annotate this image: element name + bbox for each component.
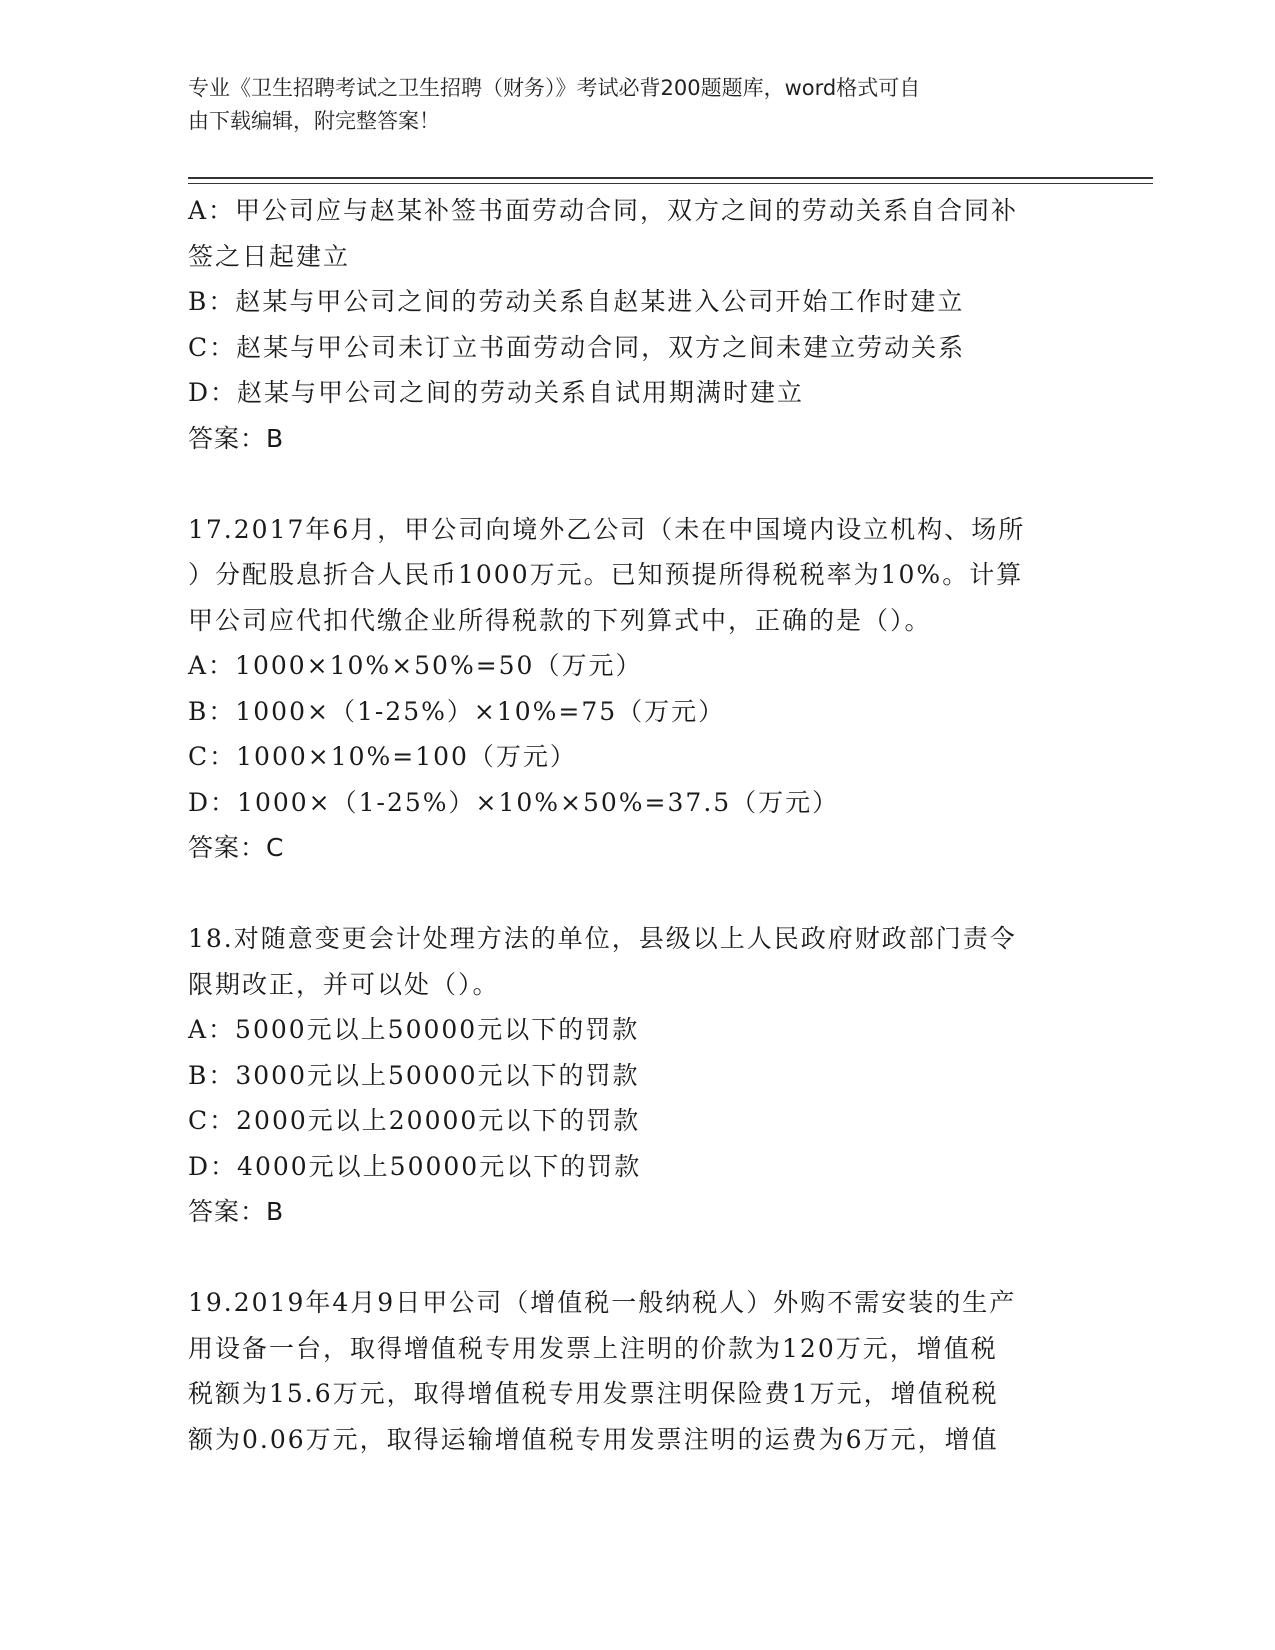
q18-stem-line-1: 18.对随意变更会计处理方法的单位，县级以上人民政府财政部门责令 — [188, 924, 1017, 953]
question-17 — [188, 507, 1088, 871]
q18-option-d: D：4000元以上50000元以下的罚款 — [188, 1151, 642, 1181]
q18-option-b: B：3000元以上50000元以下的罚款 — [188, 1060, 640, 1090]
q16-option-c: C：赵某与甲公司未订立书面劳动合同，双方之间未建立劳动关系 — [188, 332, 966, 362]
document-body — [188, 188, 1088, 1462]
q19-stem-line-2: 用设备一台，取得增值税专用发票上注明的价款为120万元，增值税 — [188, 1333, 998, 1363]
q18-option-c: C：2000元以上20000元以下的罚款 — [188, 1106, 641, 1135]
q17-stem-line-1: 17.2017年6月，甲公司向境外乙公司（未在中国境内设立机构、场所 — [188, 514, 1026, 544]
page-header — [188, 72, 1068, 138]
q16-option-a-line-1: A：甲公司应与赵某补签书面劳动合同，双方之间的劳动关系自合同补 — [188, 196, 1019, 225]
header-line-2: 由下载编辑，附完整答案！ — [188, 109, 440, 133]
q19-stem-line-1: 19.2019年4月9日甲公司（增值税一般纳税人）外购不需安装的生产 — [188, 1288, 1017, 1317]
q18-answer: 答案：B — [188, 1197, 285, 1226]
spacer — [188, 871, 1088, 917]
q17-answer: 答案：C — [188, 833, 285, 862]
q16-option-a-line-2: 签之日起建立 — [188, 241, 351, 271]
header-divider — [188, 177, 1153, 184]
spacer — [188, 1235, 1088, 1281]
header-line-1: 专业《卫生招聘考试之卫生招聘（财务）》考试必背200题题库，word格式可自 — [188, 76, 921, 100]
question-19 — [188, 1280, 1088, 1462]
q16-answer: 答案：B — [188, 423, 285, 453]
question-18 — [188, 916, 1088, 1235]
q17-stem-line-3: 甲公司应代扣代缴企业所得税款的下列算式中，正确的是（）。 — [188, 605, 932, 635]
q17-option-d: D：1000×（1-25%）×10%×50%=37.5（万元） — [188, 787, 840, 817]
q18-option-a: A：5000元以上50000元以下的罚款 — [188, 1015, 640, 1044]
spacer — [188, 461, 1088, 507]
question-16 — [188, 188, 1088, 461]
q17-option-c: C：1000×10%=100（万元） — [188, 742, 577, 771]
q16-option-b: B：赵某与甲公司之间的劳动关系自赵某进入公司开始工作时建立 — [188, 287, 965, 316]
q18-stem-line-2: 限期改正，并可以处（）。 — [188, 969, 500, 999]
q19-stem-line-4: 额为0.06万元，取得运输增值税专用发票注明的运费为6万元，增值 — [188, 1424, 999, 1454]
q17-stem-line-2: ）分配股息折合人民币1000万元。已知预提所得税税率为10%。计算 — [188, 560, 1024, 589]
q17-option-b: B：1000×（1-25%）×10%=75（万元） — [188, 696, 726, 726]
q16-option-d: D：赵某与甲公司之间的劳动关系自试用期满时建立 — [188, 378, 805, 407]
q17-option-a: A：1000×10%×50%=50（万元） — [188, 651, 643, 680]
q19-stem-line-3: 税额为15.6万元，取得增值税专用发票注明保险费1万元，增值税税 — [188, 1379, 999, 1408]
